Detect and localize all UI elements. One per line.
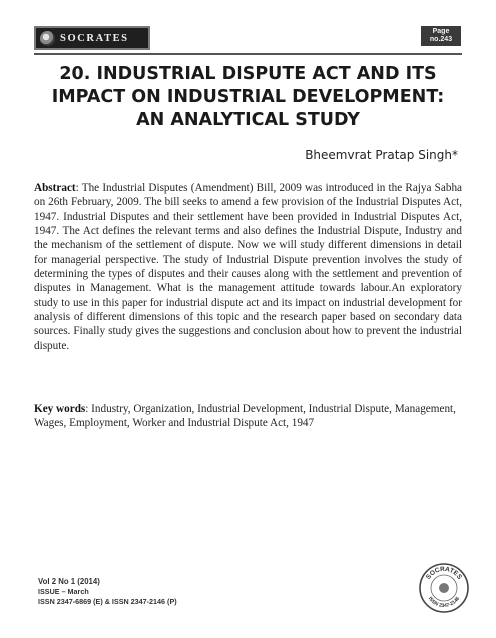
- abstract-paragraph: [34, 181, 462, 353]
- page-number: no.243: [429, 36, 453, 43]
- header-divider: [34, 53, 462, 55]
- socrates-stamp-icon: [418, 562, 470, 614]
- keywords-label: Key words: [34, 403, 86, 415]
- issue-footer: [38, 577, 177, 607]
- svg-text:ISSN 2347-2146: [427, 596, 461, 609]
- volume-info: Vol 2 No 1 (2014): [38, 577, 100, 586]
- logo-text: SOCRATES: [60, 32, 129, 44]
- abstract-label: Abstract: [34, 182, 76, 194]
- stamp-top-text: SOCRATES: [425, 565, 463, 581]
- page-number-badge: [421, 26, 461, 46]
- author-name: Bheemvrat Pratap Singh*: [305, 148, 458, 162]
- keywords-paragraph: [34, 402, 462, 431]
- keywords-text: : Industry, Organization, Industrial Development, Industrial Dispute, Management, Wages, Employment, Worker and Industrial Dispute Act, 1947: [34, 403, 456, 430]
- seal-icon: [40, 31, 55, 46]
- issn-info: ISSN 2347-6869 (E) & ISSN 2347-2146 (P): [38, 597, 177, 606]
- article-title: 20. INDUSTRIAL DISPUTE ACT AND ITS IMPACT ON INDUSTRIAL DEVELOPMENT: AN ANALYTICAL STUDY: [51, 64, 445, 130]
- abstract-text: : The Industrial Disputes (Amendment) Bill, 2009 was introduced in the Rajya Sabha on 26th February, 2009. The bill seeks to amend a few provision of the Industrial Disputes Act, 1947. Industrial Disputes and their settlement have been provided in Industrial Disputes Act, 1947. The Act defines the relevant terms and also defines the Industrial Dispute, Industry and the mechanism of the settlement of dispute. Now we will study different dimensions in detail for managerial perspective. The study of Industrial Dispute prevention involves the study of determining the types of disputes and their causes along with the settlement and prevention of disputes in Management. What is the management attitude towards labour.An exploratory study to use in this paper for industrial dispute act and its impact on industrial development for analysis of different dimensions of this topic and the research paper based on secondary data sources. Finally study gives the suggestions and conclusion about how to prevent the industrial dispute.: [34, 182, 462, 352]
- page-label: Page: [432, 28, 450, 35]
- stamp-bottom-text: ISSN 2347-2146: [426, 595, 462, 610]
- issue-info: ISSUE – March: [38, 587, 89, 596]
- journal-logo: [34, 26, 150, 50]
